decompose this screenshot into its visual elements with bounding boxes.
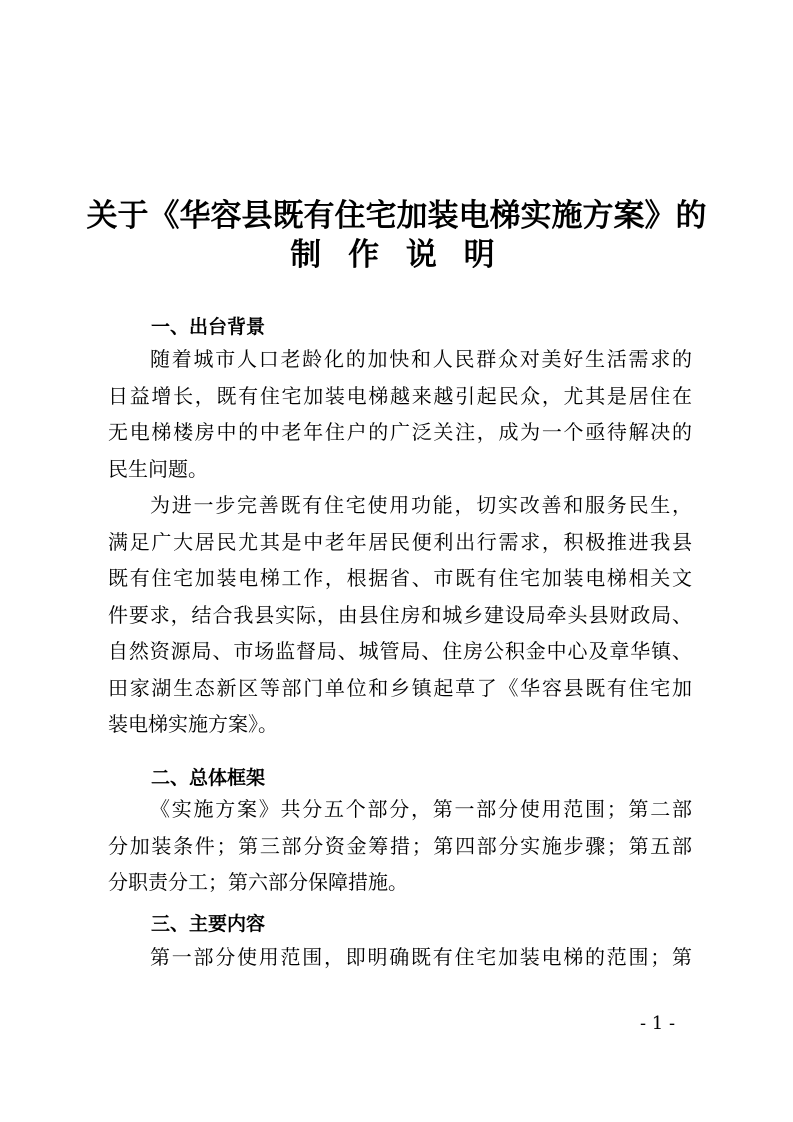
text-line: 装电梯实施方案》。 — [108, 712, 278, 736]
section-heading: 一、出台背景 — [151, 316, 266, 338]
paragraph — [108, 791, 692, 901]
text-line: 既有住宅加装电梯工作，根据省、市既有住宅加装电梯相关文 — [108, 566, 692, 590]
text-line: 《实施方案》共分五个部分，第一部分使用范围；第二部 — [150, 797, 692, 821]
document-subtitle: 制 作 说 明 — [290, 237, 503, 273]
document-title: 关于《华容县既有住宅加装电梯实施方案》的 — [86, 198, 707, 234]
text-line: 件要求，结合我县实际，由县住房和城乡建设局牵头县财政局、 — [108, 602, 692, 627]
text-line: 自然资源局、市场监督局、城管局、住房公积金中心及章华镇、 — [108, 639, 692, 663]
paragraph — [108, 341, 692, 487]
text-line: 为进一步完善既有住宅使用功能，切实改善和服务民生， — [150, 493, 692, 517]
text-line: 无电梯楼房中的中老年住户的广泛关注，成为一个亟待解决的 — [108, 420, 692, 444]
text-line: 随着城市人口老龄化的加快和人民群众对美好生活需求的 — [150, 347, 692, 371]
paragraph — [108, 939, 692, 976]
text-line: 第一部分使用范围，即明确既有住宅加装电梯的范围；第 — [150, 945, 692, 969]
text-line: 分职责分工；第六部分保障措施。 — [108, 870, 408, 894]
text-line: 日益增长，既有住宅加装电梯越来越引起民众，尤其是居住在 — [108, 383, 692, 408]
text-line: 民生问题。 — [108, 456, 208, 481]
paragraph — [108, 487, 692, 743]
page-number: - 1 - — [640, 1013, 676, 1034]
text-line: 田家湖生态新区等部门单位和乡镇起草了《华容县既有住宅加 — [108, 675, 692, 700]
section-heading: 三、主要内容 — [151, 913, 266, 935]
section-heading: 二、总体框架 — [151, 767, 266, 789]
text-line: 满足广大居民尤其是中老年居民便利出行需求，积极推进我县 — [108, 529, 692, 554]
text-line: 分加装条件；第三部分资金筹措；第四部分实施步骤；第五部 — [108, 833, 692, 858]
